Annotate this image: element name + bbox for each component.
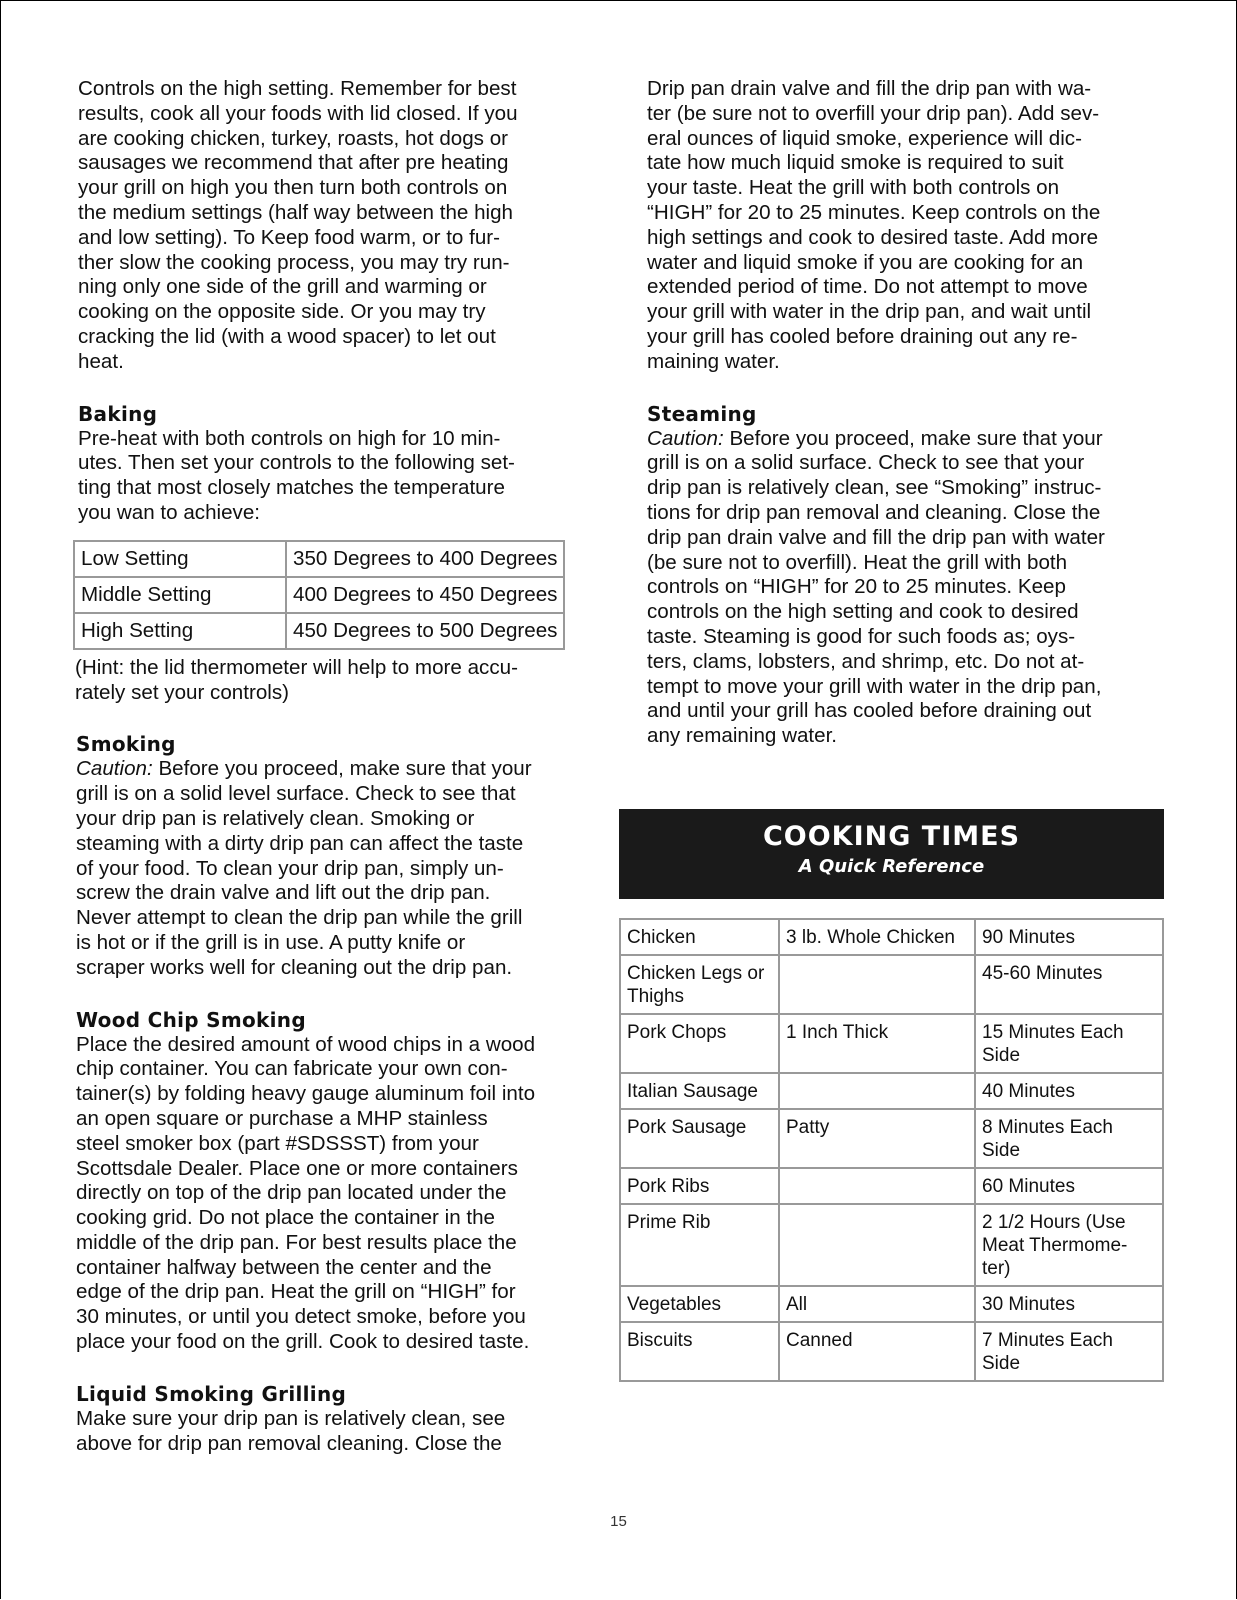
table-row (620, 1168, 1163, 1204)
cut-cell (779, 1073, 975, 1109)
wood-chip-paragraph: Place the desired amount of wood chips in a wood chip container. You can fabricate your own con- tainer(s) by folding heavy gauge aluminum foil into an open square or purchase a MHP stainless steel smoker box (part #SDSSST) from your Scottsdale Dealer. Place one or more containers directly on top of the drip pan located under the cooking grid. Do not place the container in the middle of the drip pan. For best results place the container halfway between the center and the edge of the drip pan. Heat the grill on “HIGH” for 30 minutes, or until you detect smoke, before you place your food on the grill. Cook to desired taste. (76, 1032, 536, 1354)
time-cell: 8 Minutes Each Side (975, 1109, 1163, 1168)
caution-label: Caution: (647, 426, 724, 450)
time-cell: 15 Minutes Each Side (975, 1014, 1163, 1073)
cut-cell: 3 lb. Whole Chicken (779, 919, 975, 955)
time-cell: 60 Minutes (975, 1168, 1163, 1204)
food-cell: Chicken Legs or Thighs (620, 955, 779, 1014)
time-cell: 2 1/2 Hours (Use Meat Thermome- ter) (975, 1204, 1163, 1286)
time-cell: 7 Minutes Each Side (975, 1322, 1163, 1381)
steaming-text: Before you proceed, make sure that your grill is on a solid surface. Check to see that your drip pan is relatively clean, see “Smoking” instruc- tions for drip pan removal and cleaning. Close the drip pan drain valve and fill the drip pan with water (be sure not to overfill). Heat the grill with both controls on “HIGH” for 20 to 25 minutes. Keep controls on the high setting and cook to desired taste. Steaming is good for such foods as; oys- ters, clams, lobsters, and shrimp, etc. Do not at- tempt to move your grill with water in the drip pan, and until your grill has cooled before draining out any remaining water. (647, 426, 1105, 748)
baking-settings-table (73, 540, 565, 650)
steaming-paragraph (647, 427, 1142, 749)
smoking-text: Before you proceed, make sure that your grill is on a solid level surface. Check to see that your drip pan is relatively clean. Smoking or steaming with a dirty drip pan can affect the taste of your food. To clean your drip pan, simply un- screw the drain valve and lift out the drip pan. Never attempt to clean the drip pan while the grill is hot or if the grill is in use. A putty knife or scraper works well for cleaning out the drip pan. (76, 757, 532, 979)
intro-paragraph: Controls on the high setting. Remember for best results, cook all your foods with lid closed. If you are cooking chicken, turkey, roasts, hot dogs or sausages we recommend that after pre heating your grill on high you then turn both controls on the medium settings (half way between the high and low setting). To Keep food warm, or to fur- ther slow the cooking process, you may try run- ning only one side of the grill and warming or cooking on the opposite side. Or you may try cracking the lid (with a wood spacer) to let out heat. (78, 77, 518, 373)
right-column (647, 77, 1142, 749)
cooking-times-subtitle: A Quick Reference (798, 856, 985, 877)
food-cell: Pork Ribs (620, 1168, 779, 1204)
setting-range: 450 Degrees to 500 Degrees (286, 613, 564, 649)
cooking-times-title: COOKING TIMES (762, 821, 1021, 852)
smoking-heading: Smoking (76, 732, 176, 757)
food-cell: Italian Sausage (620, 1073, 779, 1109)
table-row (620, 1286, 1163, 1322)
page-number: 15 (610, 1513, 627, 1530)
food-cell: Vegetables (620, 1286, 779, 1322)
table-row (74, 613, 564, 649)
liquid-smoking-heading: Liquid Smoking Grilling (76, 1381, 347, 1406)
time-cell: 40 Minutes (975, 1073, 1163, 1109)
food-cell: Pork Sausage (620, 1109, 779, 1168)
food-cell: Pork Chops (620, 1014, 779, 1073)
liquid-smoking-continued: Drip pan drain valve and fill the drip pan with wa- ter (be sure not to overfill your drip pan). Add sev- eral ounces of liquid smoke, experience will dic- tate how much liquid smoke is required to suit your taste. Heat the grill with both controls on “HIGH” for 20 to 25 minutes. Keep controls on the high settings and cook to desired taste. Add more water and liquid smoke if you are cooking for an extended period of time. Do not attempt to move your grill with water in the drip pan, and wait until your grill has cooled before draining out any re- maining water. (647, 77, 1101, 373)
table-row (620, 1204, 1163, 1286)
cut-cell (779, 955, 975, 1014)
table-row (74, 577, 564, 613)
caution-label: Caution: (76, 757, 153, 781)
setting-name: Middle Setting (74, 577, 286, 613)
table-row (620, 1073, 1163, 1109)
setting-range: 400 Degrees to 450 Degrees (286, 577, 564, 613)
table-row (620, 919, 1163, 955)
table-row (620, 1014, 1163, 1073)
time-cell: 90 Minutes (975, 919, 1163, 955)
cooking-times-banner (619, 809, 1164, 899)
cut-cell (779, 1204, 975, 1286)
food-cell: Prime Rib (620, 1204, 779, 1286)
cut-cell: All (779, 1286, 975, 1322)
table-row (620, 1109, 1163, 1168)
food-cell: Chicken (620, 919, 779, 955)
cut-cell: Canned (779, 1322, 975, 1381)
table-row (620, 1322, 1163, 1381)
steaming-heading: Steaming (647, 401, 757, 426)
cut-cell (779, 1168, 975, 1204)
food-cell: Biscuits (620, 1322, 779, 1381)
setting-range: 350 Degrees to 400 Degrees (286, 541, 564, 577)
left-column (75, 77, 568, 1456)
smoking-paragraph (76, 757, 568, 980)
baking-heading: Baking (78, 401, 158, 426)
table-row (620, 955, 1163, 1014)
cut-cell: Patty (779, 1109, 975, 1168)
wood-chip-heading: Wood Chip Smoking (76, 1007, 306, 1032)
time-cell: 30 Minutes (975, 1286, 1163, 1322)
liquid-smoking-paragraph: Make sure your drip pan is relatively clean, see above for drip pan removal cleaning. Close the (76, 1406, 506, 1455)
cooking-times-table (619, 918, 1164, 1382)
baking-hint: (Hint: the lid thermometer will help to more accu- rately set your controls) (75, 655, 518, 704)
time-cell: 45-60 Minutes (975, 955, 1163, 1014)
baking-paragraph: Pre-heat with both controls on high for 10 min- utes. Then set your controls to the following set- ting that most closely matches the temperature you wan to achieve: (78, 426, 515, 524)
cut-cell: 1 Inch Thick (779, 1014, 975, 1073)
setting-name: Low Setting (74, 541, 286, 577)
setting-name: High Setting (74, 613, 286, 649)
table-row (74, 541, 564, 577)
